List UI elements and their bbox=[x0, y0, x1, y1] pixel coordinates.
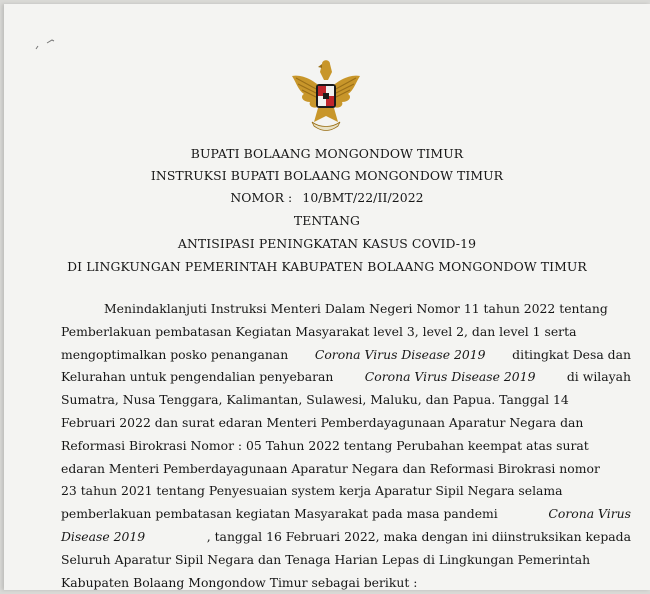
italic-term: Corona Virus bbox=[548, 506, 631, 522]
tentang-label: TENTANG bbox=[293, 213, 361, 228]
body-line: Reformasi Birokrasi Nomor : 05 Tahun 2022 tentang Perubahan keempat atas surat bbox=[61, 437, 589, 453]
number-label: NOMOR : bbox=[230, 190, 293, 205]
document-number bbox=[4, 190, 650, 205]
body-line: Disease 2019 , tanggal 16 Februari 2022, maka dengan ini diinstruksikan kepada bbox=[61, 526, 631, 549]
body-line: Pemberlakuan pembatasan Kegiatan Masyarakat level 3, level 2, dan level 1 serta bbox=[61, 323, 577, 339]
subject-line-2: DI LINGKUNGAN PEMERINTAH KABUPATEN BOLAANG MONGONDOW TIMUR bbox=[67, 259, 587, 274]
instruction-title: INSTRUKSI BUPATI BOLAANG MONGONDOW TIMUR bbox=[150, 168, 504, 183]
body-line: Kelurahan untuk pengendalian penyebaran Corona Virus Disease 2019 di wilayah bbox=[61, 366, 631, 389]
subject-line-1: ANTISIPASI PENINGKATAN KASUS COVID-19 bbox=[177, 236, 477, 251]
italic-term: Corona Virus Disease 2019 bbox=[364, 369, 536, 385]
body-line: Seluruh Aparatur Sipil Negara dan Tenaga Harian Lepas di Lingkungan Pemerintah bbox=[61, 551, 591, 567]
body-line: Sumatra, Nusa Tenggara, Kalimantan, Sulawesi, Maluku, dan Papua. Tanggal 14 bbox=[61, 392, 569, 408]
body-line: Februari 2022 dan surat edaran Menteri Pemberdayagunaan Aparatur Negara dan bbox=[61, 414, 584, 430]
issuer-title: BUPATI BOLAANG MONGONDOW TIMUR bbox=[190, 146, 464, 161]
body-paragraph bbox=[61, 298, 631, 594]
body-line: edaran Menteri Pemberdayagunaan Aparatur Negara dan Reformasi Birokrasi nomor bbox=[61, 460, 600, 476]
body-line: Menindaklanjuti Instruksi Menteri Dalam Negeri Nomor 11 tahun 2022 tentang bbox=[104, 301, 608, 316]
body-line: mengoptimalkan posko penanganan Corona Virus Disease 2019 ditingkat Desa dan bbox=[61, 344, 631, 367]
number-value: 10/BMT/22/II/2022 bbox=[302, 190, 424, 205]
italic-term: Corona Virus Disease 2019 bbox=[314, 346, 486, 362]
italic-term: Disease 2019 bbox=[61, 528, 146, 544]
body-line: pemberlakuan pembatasan kegiatan Masyarakat pada masa pandemi Corona Virus bbox=[61, 503, 631, 526]
scan-mark bbox=[35, 37, 57, 51]
body-line: 23 tahun 2021 tentang Penyesuaian system kerja Aparatur Sipil Negara selama bbox=[61, 483, 563, 499]
document-page bbox=[4, 4, 650, 590]
body-line: Kabupaten Bolaang Mongondow Timur sebagai berikut : bbox=[61, 574, 418, 590]
garuda-emblem-icon bbox=[288, 56, 364, 134]
